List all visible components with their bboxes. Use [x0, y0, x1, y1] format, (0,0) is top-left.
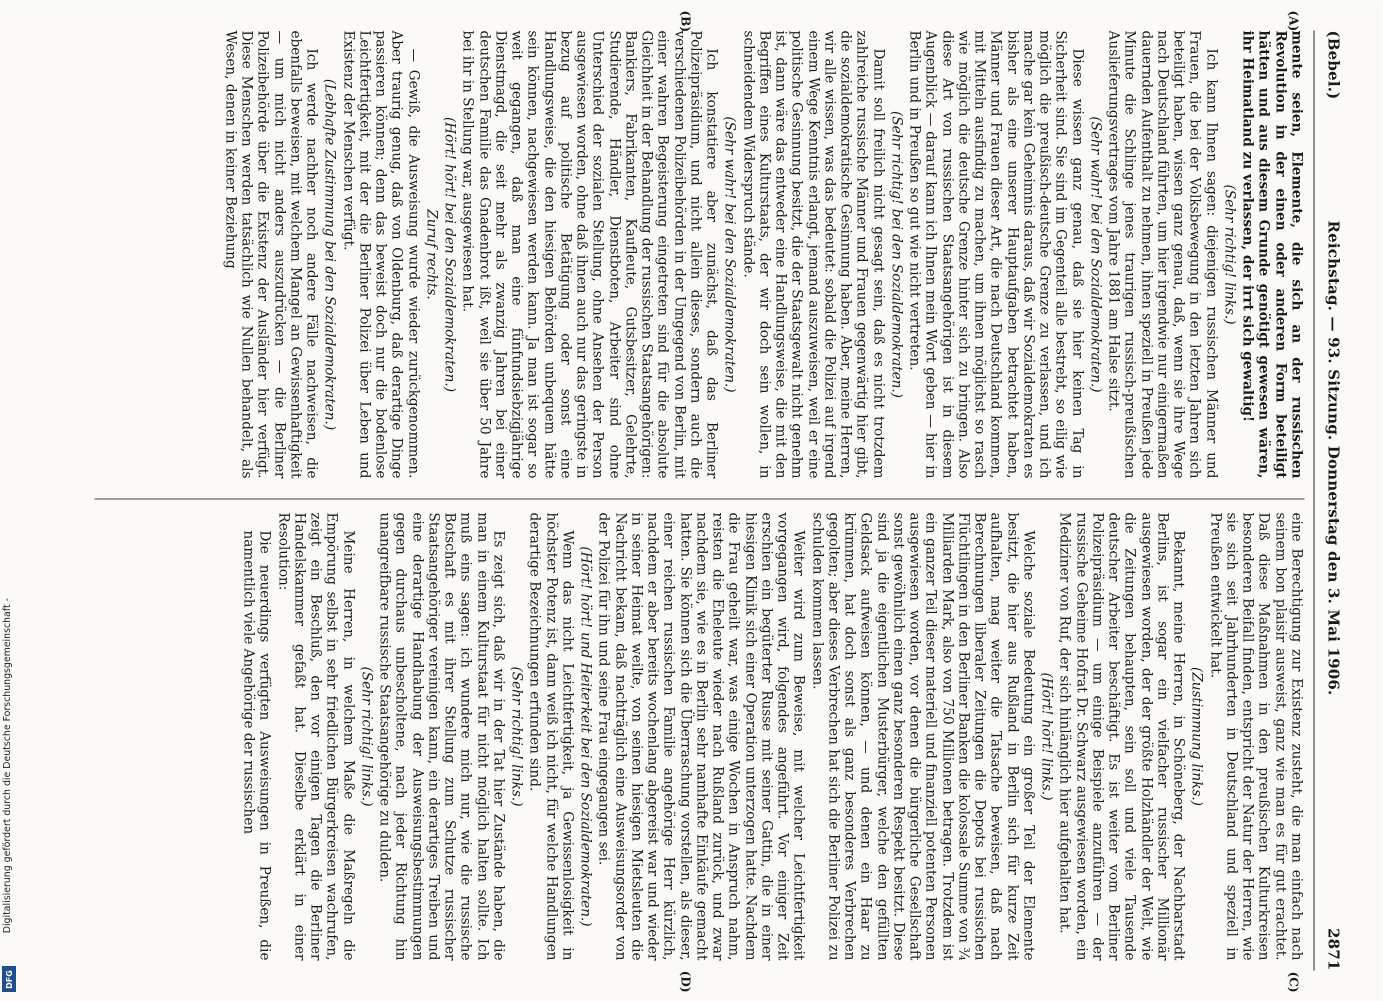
paragraph: Ich konstatiere aber zunächst, daß das Berliner Polizeipräsidium, und nicht allein dieses, sondern auch die verschiedenen Polizeibehörden in der Umgegend von Berlin, mit einer wahren Begeisterung eingetreten sind für die absolute Gleichheit in der Behandlung der russischen Staatsangehörigen: Bankiers, Fabrikanten, Kaufleute, Gutsbesitzer, Gelehrte, Studierende, Händler, Dienstboten, Arbeiter sind ohne Unterschied der sozialen Stellung, ohne Ansehen der Person ausgewiesen worden, ohne daß ihnen auch nur das geringste in bezug auf politische Betätigung oder sonst eine Handlungsweise, die den hiesigen Behörden unbequem hätte sein können, nachgewiesen werden kann. Ja man ist sogar so weit gegangen, daß man eine fünfundsiebzigjährige Dienstmagd, die seit mehr als zwanzig Jahren bei einer deutschen Familie das Gnadenbrot ißt, weil sie über 50 Jahre bei ihr in Stellung war, ausgewiesen hat. — [460, 30, 720, 479]
right-column — [85, 513, 1305, 961]
paragraph: Es zeigt sich, daß wir in der Tat hier Zustände haben, die man in einem Kulturstaat für nicht möglich halten sollte. Ich muß eins sagen: ich wundere mich nur, wie die russische Botschaft es mit ihrer Stellung zum Schutze russischer Staatsangehöriger vereinigen kann, ein derartiges Treiben und eine derartige Handhabung der Ausweisungsbestimmungen gegen durchaus unbescholtene, nach jeder Richtung hin unangreifbare russische Staatsangehörige zu dulden. — [376, 512, 507, 961]
interjection: (Hört! hört! und Heiterkeit bei den Sozialdemokraten.) — [577, 546, 594, 927]
column-divider — [95, 499, 1305, 500]
interjection: Zuruf rechts. — [423, 209, 440, 300]
digitization-credit — [0, 598, 20, 1000]
page-number: 2871 — [1324, 927, 1343, 971]
paragraph: Welche soziale Bedeutung ein großer Teil der Elemente besitzt, die hier aus Rußland in Berlin sich für kurze Zeit aufhalten, mag weiter die Tatsache beweisen, daß nach Berechnungen liberaler Zeitungen die Depots bei russischen Flüchtlingen in den Berliner Banken die kolossale Summe von ¾ Milliarden Mark, also von 750 Millionen betragen. Trotzdem ist ein ganzer Teil dieser materiell und finanziell potenten Personen ausgewiesen worden, vor denen die bürgerliche Gesellschaft sonst gewöhnlich einen ganz besonderen Respekt besitzt. Diese sind ja die eigentlichen Musterbürger, welche den gefüllten Geldsack aufweisen können, — und denen ein Haar zu krümmen, hat doch sonst als ganz besonderes Verbrechen gegolten; aber dieses Verbrechen hat sich die Berliner Polizei zu schulden kommen lassen. — [809, 512, 1037, 961]
speaker-tag: (Bebel.) — [1324, 30, 1343, 100]
paragraph: Ich kann Ihnen sagen: diejenigen russischen Männer und Frauen, die bei der Volksbewegung in den letzten Jahren sich beteiligt haben, wissen ganz genau, daß, wenn sie ihre Wege nach Deutschland führten, um hier irgendwie nur einigermaßen dauernden Aufenthalt zu nehmen, ihnen speziell in Preußen jede Minute die Schlinge jenes traurigen russisch-preußischen Auslieferungsvertrages vom Jahre 1881 am Halse sitzt. — [1105, 30, 1220, 479]
margin-marker-a: (A) — [1286, 10, 1301, 32]
credit-text: Digitalisierung gefördert durch die Deutsche Forschungsgemeinschaft - — [2, 598, 13, 934]
interjection: (Lebhafte Zustimmung bei den Sozialdemokraten.) — [322, 78, 338, 431]
margin-marker-d: (D) — [678, 970, 693, 993]
paragraph: Bekannt, meine Herren, in Schöneberg, der Nachbarstadt Berlins, ist sogar ein vielfacher russischer Millionär ausgewiesen worden, der der größte Holzhändler der Welt, wie die Zeitungen behaupten, sein soll und viele Tausende deutscher Arbeiter beschäftigt. Es ist weiter vom Berliner Polizeipräsidium — um einige Beispiele anzuführen — der russische Geheime Hofrat Dr. Schwarz ausgewiesen worden, ein Mediziner von Ruf, der sich hinlänglich hier aufgehalten hat. — [1057, 512, 1187, 961]
newspaper-page — [0, 1, 1383, 1001]
paragraph: Damit soll freilich nicht gesagt sein, daß es nicht trotzdem zahlreiche russische Männer und Frauen gegenwärtig hier gibt, die sozialdemokratische Gesinnung haben. Aber, meine Herren, wir alle wissen, was das bedeutet: sobald die Polizei auf irgend einem Wege Kenntnis erlangt, jemand auszuweisen, weil er eine politische Gesinnung besitzt, die der Staatsgewalt nicht genehm ist, dann wäre das entweder eine Handlungsweise, die mit den Begriffen eines Kulturstaats, der wir doch sein wollen, in schneidendem Widerspruch stände. — [740, 30, 887, 479]
interjection: (Hört! hört! bei den Sozialdemokraten.) — [441, 116, 458, 392]
interjection: (Zustimmung links.) — [1189, 667, 1205, 806]
paragraph: Weiter wird zum Beweise, mit welcher Leichtfertigkeit vorgegangen wird, folgendes angeführt. Vor einiger Zeit erschien ein begüterter Russe mit seiner Gattin, die in einer hiesigen Klinik sich einer Operation unterzogen hatte. Nachdem die Frau geheilt war, was einige Wochen in Anspruch nahm, reisten die Eheleute wieder nach Rußland zurück, und zwar nachdem sie, wie es in Berlin sehr namhafte Einkäufe gemacht hatten. Sie können sich die Überraschung vorstellen, als dieser, einer reichen russischen Familie angehörige Herr kürzlich, nachdem er aber bereits wochenlang abgereist war und wieder in seiner Heimat weilte, von seinen hiesigen Mietsleuten die Nachricht bekam, daß nachträglich eine Ausweisungsorder von der Polizei für ihn und seine Frau eingegangen sei. — [596, 512, 807, 961]
margin-marker-b: (B) — [678, 10, 693, 32]
paragraph: Meine Herren, in welchem Maße die Maßregeln die Empörung selbst in sehr friedlichen Bürgerkreisen wachrufen, zeigt ein Beschluß, den vor einigen Tagen die Berliner Handelskammer gefaßt hat. Dieselbe erklärt in einer Resolution: — [275, 512, 357, 961]
paragraph: Ich werde nachher noch andere Fälle nachweisen, die ebenfalls beweisen, mit welchem Mangel an Gewissenhaftigkeit — um mich nicht anders auszudrücken — die Berliner Polizeibehörde über die Existenz der Ausländer hier verfügt. Diese Menschen werden tatsächlich wie Nullen behandelt, als Wesen, denen in keiner Beziehung — [222, 30, 320, 479]
dfg-logo — [2, 966, 16, 992]
interjection: (Sehr richtig! links.) — [1221, 184, 1238, 325]
margin-marker-c: (C) — [1286, 971, 1301, 993]
interjection: (Sehr wahr! bei den Sozialdemokraten.) — [1087, 116, 1104, 393]
interjection: (Sehr wahr! bei den Sozialdemokraten.) — [722, 116, 738, 393]
paragraph: eine Berechtigung zur Existenz zusteht, die man einfach nach seinem bon plaisir ausweist, ganz wie man es für gut erachtet. Daß diese Maßnahmen in den preußischen Kulturkreisen besonderen Beifall finden, entspricht der Natur der Herren, wie sie sich seit Jahrhunderten in Deutschland und speziell in Preußen entwickelt hat. — [1207, 512, 1305, 961]
paragraph: Wenn das nicht Leichtfertigkeit, ja Gewissenlosigkeit in höchster Potenz ist, dann weiß ich nicht, für welche Handlungen derartige Bezeichnungen erfunden sind. — [527, 512, 576, 961]
interjection: (Hört! hört! links.) — [1038, 672, 1055, 801]
paragraph: Diese wissen ganz genau, daß sie hier keinen Tag in Sicherheit sind. Sie sind im Gegenteil alle bestrebt, so eilig wie möglich die preußisch-deutsche Grenze zu verlassen, und ich mache gar kein Geheimnis daraus, daß wir Sozialdemokraten es bisher als eine unserer Hauptaufgaben betrachtet haben, Männer und Frauen dieser Art, die nach Deutschland kommen, mit Mitteln ausfindig zu machen, um ihnen möglichst so rasch wie möglich die deutsche Grenze hinter sich zu bringen. Also diese Art von russischen Staatsangehörigen ist in diesem Augenblick — darauf kann ich Ihnen mein Wort geben — hier in Berlin und in Preußen so gut wie nicht vertreten. — [906, 30, 1086, 479]
interjection: (Sehr richtig! links.) — [358, 666, 375, 807]
page-header — [1317, 31, 1343, 971]
header-rule — [1314, 31, 1315, 971]
paragraph: mente seien, Elemente, die sich an der russischen Revolution in der einen oder anderen Form beteiligt hätten und aus diesem Grunde genötigt gewesen wären, ihr Heimatland zu verlassen, der irrt sich gewaltig! — [1239, 30, 1305, 479]
dfg-logo-text: DFG — [4, 969, 14, 989]
paragraph: — Gewiß, die Ausweisung wurde wieder zurückgenommen. Aber traurig genug, daß von Oldenburg, daß derartige Dinge passieren können; denn das beweist doch nur die bodenlose Leichtfertigkeit, mit der die Berliner Polizei über Leben und Existenz der Menschen verfügt. — [340, 30, 422, 479]
quotation: Die neuerdings verfügten Ausweisungen in Preußen, die namentlich viele Angehörige der russischen — [240, 530, 273, 961]
left-column — [85, 31, 1305, 479]
page-title: Reichstag. — 93. Sitzung. Donnerstag den 3. Mai 1906. — [1324, 220, 1343, 696]
interjection: (Sehr richtig! bei den Sozialdemokraten.) — [888, 111, 905, 398]
interjection: (Sehr richtig! links.) — [508, 666, 525, 807]
